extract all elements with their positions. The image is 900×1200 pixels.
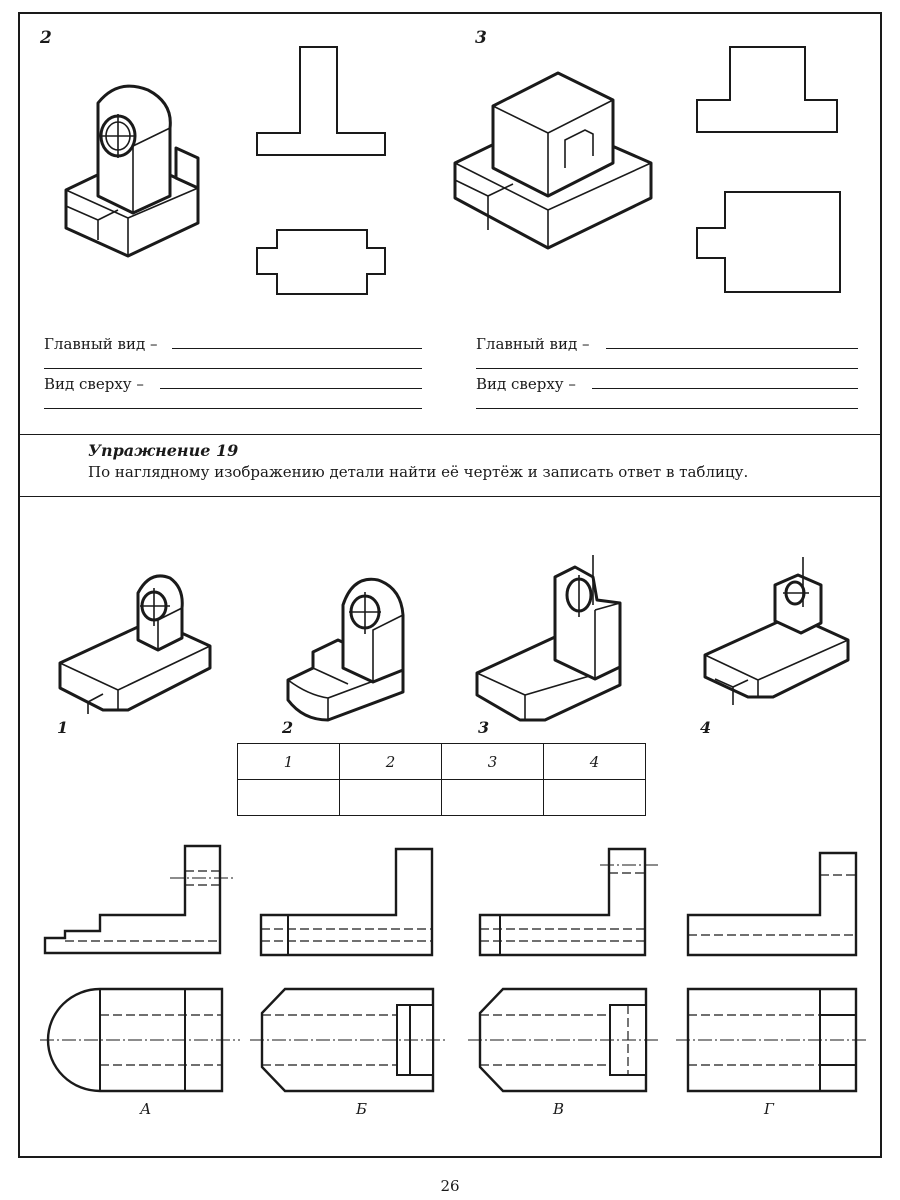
drawing-b-top-view [250,985,445,1100]
task-3-main-view-label: Главный вид – [476,335,590,353]
answer-line[interactable] [476,408,858,409]
drawing-a-top-view [40,985,240,1100]
answer-cell[interactable] [442,780,544,816]
exercise-divider-top [18,434,882,435]
task-3-top-view-label: Вид сверху – [476,375,576,393]
answer-table-header: 2 [340,744,442,780]
answer-table-header: 1 [238,744,340,780]
part-label-4: 4 [700,718,712,737]
exercise-divider-bottom [18,496,882,497]
part-2-isometric [283,570,423,730]
part-label-1: 1 [57,718,69,737]
part-4-isometric [703,555,853,715]
task-2-isometric-figure [58,78,208,258]
drawing-v-top-view [468,985,658,1100]
part-3-isometric [475,555,625,715]
answer-line[interactable] [44,368,422,369]
answer-cell[interactable] [340,780,442,816]
exercise-instruction: По наглядному изображению детали найти её чертёж и записать ответ в таблицу. [88,463,749,481]
answer-table [237,743,646,816]
drawing-g-top-view [676,985,866,1100]
drawing-a-front-view [40,843,240,958]
answer-cell[interactable] [238,780,340,816]
answer-table-header: 3 [442,744,544,780]
part-label-2: 2 [282,718,294,737]
drawing-label-v: В [553,1100,565,1118]
answer-line[interactable] [172,348,422,349]
exercise-title: Упражнение 19 [88,441,239,460]
part-label-3: 3 [478,718,490,737]
task-number-2: 2 [40,28,52,48]
answer-line[interactable] [476,368,858,369]
task-3-top-view [695,190,843,295]
drawing-b-front-view [258,843,438,958]
task-number-3: 3 [475,28,487,48]
task-2-top-view [255,228,390,298]
drawing-label-a: А [140,1100,152,1118]
drawing-v-front-view [475,843,665,958]
drawing-label-b: Б [356,1100,368,1118]
task-2-top-view-label: Вид сверху – [44,375,144,393]
answer-table-header: 4 [544,744,646,780]
task-2-main-view-label: Главный вид – [44,335,158,353]
answer-line[interactable] [592,388,858,389]
task-3-isometric-figure [453,68,658,253]
answer-cell[interactable] [544,780,646,816]
part-1-isometric [58,568,218,728]
page-number: 26 [440,1177,460,1195]
answer-line[interactable] [160,388,422,389]
task-2-main-view [255,45,390,160]
drawing-label-g: Г [764,1100,774,1118]
task-3-main-view [695,45,840,135]
answer-line[interactable] [606,348,858,349]
drawing-g-front-view [683,843,868,958]
answer-line[interactable] [44,408,422,409]
